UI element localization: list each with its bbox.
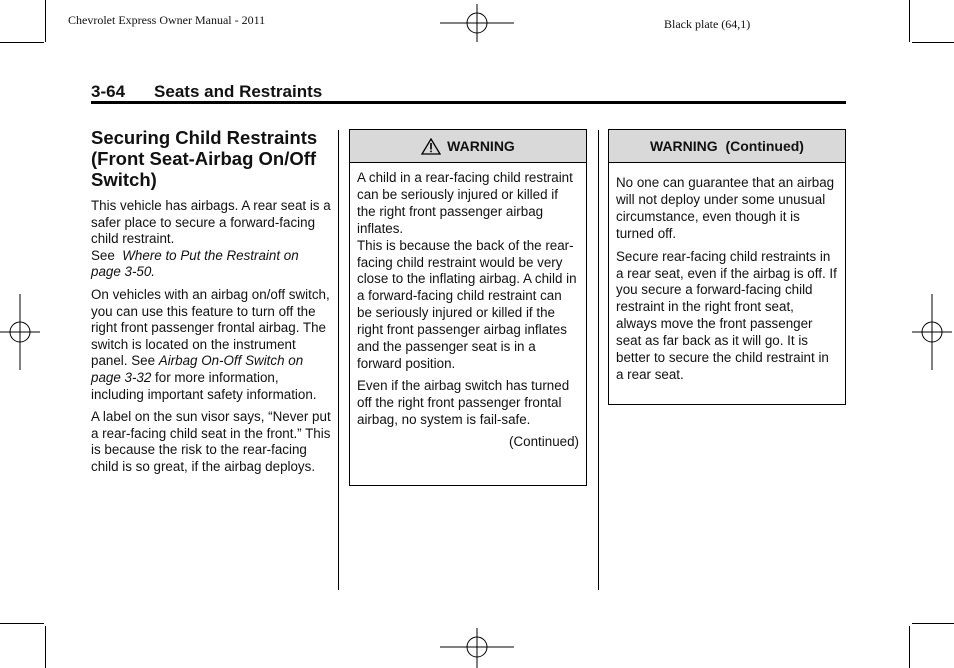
warning-body <box>350 163 586 451</box>
registration-mark-left <box>0 294 40 370</box>
section-title: Seats and Restraints <box>154 82 323 101</box>
paragraph-2 <box>91 287 331 403</box>
warning-continued-title: WARNING (Continued) <box>650 138 804 154</box>
page-number: 3-64 <box>91 82 126 101</box>
warning-continued-header <box>609 130 845 163</box>
warning-continued-box <box>608 129 846 405</box>
warning-paragraph-3: Even if the airbag switch has turned off the right front passenger frontal airbag, no system is fail-safe. <box>357 377 570 427</box>
paragraph-1 <box>91 198 331 281</box>
paragraph-2-tail: for more information, including important safety information. <box>91 369 317 402</box>
warning-continued-body <box>609 163 845 384</box>
see-label: See <box>91 247 115 263</box>
column-1 <box>91 127 331 482</box>
warning-title: WARNING <box>447 138 515 154</box>
registration-mark-right <box>912 294 952 370</box>
manual-title: Chevrolet Express Owner Manual - 2011 <box>68 13 266 27</box>
warning-continued-paragraph-2: Secure rear-facing child restraints in a rear seat, even if the airbag is off. If you secure a forward-facing child restraint in the right front seat, always move the front passenger seat as far back as it will go. It is better to secure the child restraint in a rear seat. <box>616 248 837 382</box>
registration-mark-top <box>440 4 516 44</box>
warning-box-header <box>350 130 586 163</box>
cross-reference-link[interactable]: Where to Put the Restraint on page 3-50. <box>91 247 299 280</box>
warning-paragraph-1: A child in a rear-facing child restraint can be seriously injured or killed if the right front passenger airbag inflates. <box>357 170 573 236</box>
section-header <box>91 82 846 102</box>
warning-paragraph <box>357 170 579 373</box>
warning-continued-paragraph-1: No one can guarantee that an airbag will not deploy under some unusual circumstance, even though it is turned off. <box>616 175 835 241</box>
column-divider <box>338 130 339 590</box>
warning-box <box>349 129 587 486</box>
warning-triangle-icon <box>421 138 441 155</box>
continued-label: (Continued) <box>509 433 579 449</box>
plate-label: Black plate (64,1) <box>664 17 751 31</box>
paragraph-3: A label on the sun visor says, “Never put a rear-facing child seat in the front.” This is because the risk to the rear-facing child is so great, if the airbag deploys. <box>91 409 331 474</box>
paragraph-2-text: On vehicles with an airbag on/off switch, you can use this feature to turn off the right front passenger frontal airbag. The switch is located on the instrument panel. See <box>91 286 330 369</box>
warning-paragraph-2: This is because the back of the rear-facing child restraint would be very close to the inflating airbag. A child in a forward-facing child restraint can be seriously injured or killed if the right front passenger airbag inflates and the passenger seat is in a forward position. <box>357 237 577 371</box>
paragraph-1-text: This vehicle has airbags. A rear seat is a safer place to secure a forward-facing child restraint. <box>91 198 331 247</box>
cross-reference-link[interactable]: Airbag On-Off Switch on page 3-32 <box>91 353 304 385</box>
header-rule <box>91 101 846 104</box>
registration-mark-bottom <box>440 628 516 668</box>
column-divider <box>598 130 599 590</box>
topic-heading: Securing Child Restraints (Front Seat-Airbag On/Off Switch) <box>91 127 318 190</box>
